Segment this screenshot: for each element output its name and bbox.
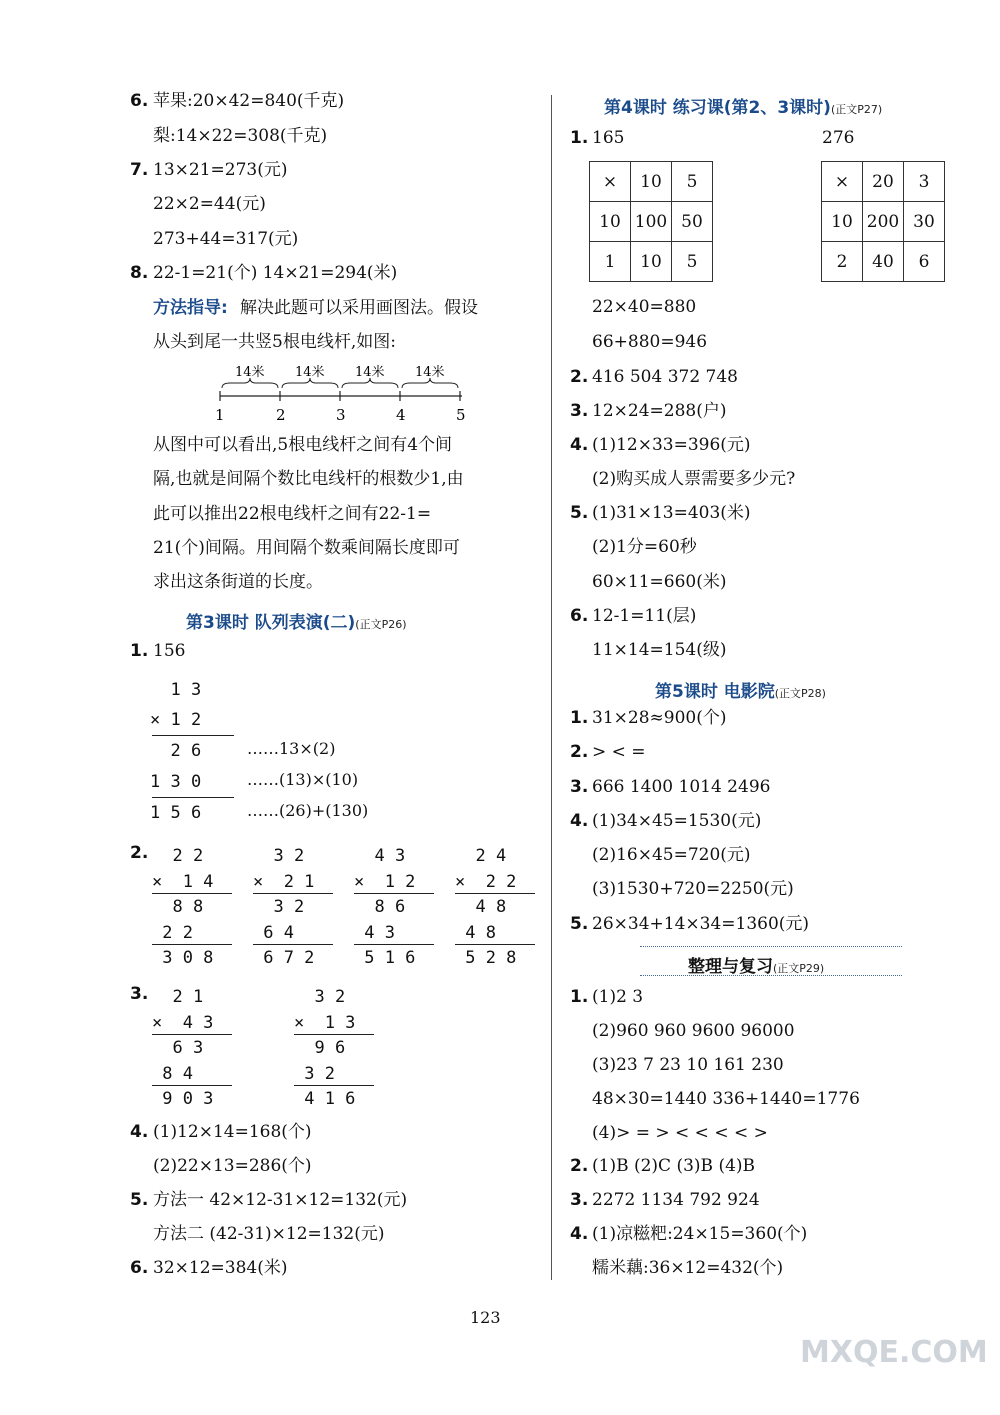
q6-number: 6. — [130, 91, 149, 111]
mult-row: 4 3 — [354, 923, 395, 943]
l5q3-line1: 666 1400 1014 2496 — [592, 777, 771, 797]
rq1-number: 1. — [570, 987, 589, 1007]
mult-rule — [294, 1085, 374, 1086]
watermark: MXQE.COM — [800, 1335, 988, 1370]
mult-row: 5 1 6 — [354, 948, 416, 968]
mult-row: 2 1 — [152, 987, 204, 1007]
explain-line2: 隔,也就是间隔个数比电线杆的根数少1,由 — [153, 469, 464, 489]
mult-row: 3 2 — [253, 897, 305, 917]
mult-rule — [294, 1034, 374, 1035]
l5q2-number: 2. — [570, 742, 589, 762]
q6-line1: 苹果:20×42=840(千克) — [153, 91, 345, 111]
lesson3-ref: (正文P26) — [355, 618, 407, 631]
method-line2: 从头到尾一共竖5根电线杆,如图: — [153, 332, 396, 352]
grid-cell: 20 — [863, 162, 904, 202]
mult-row: 8 6 — [354, 897, 406, 917]
mult-rule — [354, 944, 434, 945]
r-q4-number: 4. — [570, 435, 589, 455]
l3q6-line1: 32×12=384(米) — [153, 1258, 288, 1278]
mult-row: 4 8 — [455, 923, 496, 943]
lesson5-heading — [655, 677, 826, 702]
r-q5-line1: (1)31×13=403(米) — [592, 503, 751, 523]
grid-cell: 1 — [590, 242, 631, 282]
lesson4-ref: (正文P27) — [830, 103, 883, 116]
l5q3-number: 3. — [570, 777, 589, 797]
mult-row: 2 2 — [152, 846, 204, 866]
mult-note: ……(13)×(10) — [247, 770, 359, 789]
mult-row: × 4 3 — [152, 1013, 214, 1033]
grid-cell: 100 — [631, 202, 672, 242]
l5q4-line1: (1)34×45=1530(元) — [592, 811, 762, 831]
segment-label: 14米 — [235, 365, 265, 380]
mult-rule — [455, 893, 535, 894]
l5q5-line1: 26×34+14×34=1360(元) — [592, 914, 810, 934]
mult-row: 1 3 — [150, 680, 202, 700]
mult-row: 2 2 — [152, 923, 193, 943]
l5q5-number: 5. — [570, 914, 589, 934]
grid-cell: 5 — [672, 242, 713, 282]
mult-rule — [253, 944, 333, 945]
multiplication-grid-1 — [589, 161, 713, 282]
mult-row: 6 4 — [253, 923, 294, 943]
r-q6-line1: 12-1=11(层) — [592, 606, 697, 626]
r-q6-number: 6. — [570, 606, 589, 626]
r-q1-line2: 66+880=946 — [592, 332, 708, 352]
rq2-number: 2. — [570, 1156, 589, 1176]
mult-row: 2 4 — [455, 846, 507, 866]
r-q1-number: 1. — [570, 128, 589, 148]
rq4-line2: 糯米藕:36×12=432(个) — [592, 1258, 784, 1278]
explain-line3: 此可以推出22根电线杆之间有22-1= — [153, 504, 432, 524]
grid-cell: 5 — [672, 162, 713, 202]
q7-line2: 22×2=44(元) — [153, 194, 266, 214]
lesson5-title: 第5课时 电影院 — [655, 682, 775, 702]
mult-row: 4 3 — [354, 846, 406, 866]
grid-cell: 3 — [904, 162, 945, 202]
lesson5-ref: (正文P28) — [774, 687, 826, 700]
rq1-line2: (2)960 960 9600 96000 — [592, 1021, 795, 1041]
pole-label: 1 — [215, 406, 225, 424]
method-line1: 解决此题可以采用画图法。假设 — [240, 298, 478, 318]
mult-row: 8 8 — [152, 897, 204, 917]
l3q2-number: 2. — [130, 843, 149, 863]
rq1-line1: (1)2 3 — [592, 987, 644, 1007]
r-q5-line3: 60×11=660(米) — [592, 572, 727, 592]
grid-cell: 2 — [822, 242, 863, 282]
mult-rule — [354, 893, 434, 894]
mult-row: 6 3 — [152, 1038, 204, 1058]
pole-label: 4 — [396, 406, 406, 424]
q7-line1: 13×21=273(元) — [153, 160, 288, 180]
l5q2-line1: > < = — [592, 742, 646, 762]
rq1-line4: 48×30=1440 336+1440=1776 — [592, 1089, 860, 1109]
grid-cell: × — [822, 162, 863, 202]
q8-line1: 22-1=21(个) 14×21=294(米) — [153, 263, 398, 283]
rq1-line5: (4)> = > < < < < > — [592, 1123, 768, 1143]
l3q1-answer: 156 — [153, 641, 186, 661]
mult-row: × 2 1 — [253, 872, 315, 892]
mult-row: × 1 2 — [150, 710, 202, 730]
lesson4-heading — [604, 93, 882, 118]
mult-rule — [152, 893, 232, 894]
l5q4-line3: (3)1530+720=2250(元) — [592, 879, 794, 899]
mult-rule — [152, 944, 232, 945]
l3q4-line2: (2)22×13=286(个) — [153, 1156, 312, 1176]
explain-line4: 21(个)间隔。用间隔个数乘间隔长度即可 — [153, 538, 460, 558]
column-divider — [551, 95, 552, 1280]
r-q2-number: 2. — [570, 367, 589, 387]
r-q5-line2: (2)1分=60秒 — [592, 537, 697, 557]
review-rule-top — [640, 946, 902, 947]
rq4-line1: (1)凉糍粑:24×15=360(个) — [592, 1224, 808, 1244]
mult-row: 1 3 0 — [150, 772, 202, 792]
q7-line3: 273+44=317(元) — [153, 229, 299, 249]
mult-row: 4 1 6 — [294, 1089, 356, 1109]
r-q4-line1: (1)12×33=396(元) — [592, 435, 751, 455]
multiplication-grid-2 — [821, 161, 945, 282]
l3q4-line1: (1)12×14=168(个) — [153, 1122, 312, 1142]
mult-rule — [152, 1085, 232, 1086]
l5q1-number: 1. — [570, 708, 589, 728]
mult-row: 9 0 3 — [152, 1089, 214, 1109]
r-q3-number: 3. — [570, 401, 589, 421]
mult-row: 1 5 6 — [150, 803, 202, 823]
grid-cell: 200 — [863, 202, 904, 242]
method-label: 方法指导: — [153, 298, 228, 318]
rq3-line1: 2272 1134 792 924 — [592, 1190, 760, 1210]
lesson3-heading — [186, 608, 407, 633]
mult-rule — [152, 1034, 232, 1035]
l5q4-line2: (2)16×45=720(元) — [592, 845, 751, 865]
explain-line5: 求出这条街道的长度。 — [153, 572, 323, 592]
mult-rule — [253, 893, 333, 894]
mult-row: 3 2 — [294, 1064, 335, 1084]
mult-row: 5 2 8 — [455, 948, 517, 968]
mult-row: 3 0 8 — [152, 948, 214, 968]
grid-cell: × — [590, 162, 631, 202]
q6-line2: 梨:14×22=308(千克) — [153, 126, 328, 146]
grid-cell: 40 — [863, 242, 904, 282]
l3q6-number: 6. — [130, 1258, 149, 1278]
segment-label: 14米 — [295, 365, 325, 380]
rq1-line3: (3)23 7 23 10 161 230 — [592, 1055, 784, 1075]
grid-cell: 50 — [672, 202, 713, 242]
mult-rule — [455, 944, 535, 945]
mult-row: × 1 4 — [152, 872, 214, 892]
review-heading — [688, 952, 824, 977]
r-q4-line2: (2)购买成人票需要多少元? — [592, 469, 796, 489]
mult-row: × 1 2 — [354, 872, 416, 892]
mult-note: ……13×(2) — [247, 739, 336, 758]
lesson3-title: 第3课时 队列表演(二) — [186, 613, 356, 633]
explain-line1: 从图中可以看出,5根电线杆之间有4个间 — [153, 435, 453, 455]
page-number: 123 — [470, 1308, 501, 1327]
rq2-line1: (1)B (2)C (3)B (4)B — [592, 1156, 756, 1176]
l3q4-number: 4. — [130, 1122, 149, 1142]
r-q5-number: 5. — [570, 503, 589, 523]
r-q1-b: 276 — [822, 128, 855, 148]
pole-label: 3 — [336, 406, 346, 424]
segment-label: 14米 — [355, 365, 385, 380]
grid-cell: 6 — [904, 242, 945, 282]
l3q5-line1: 方法一 42×12-31×12=132(元) — [153, 1190, 408, 1210]
mult-row: 6 7 2 — [253, 948, 315, 968]
q7-number: 7. — [130, 160, 149, 180]
l3q1-number: 1. — [130, 641, 149, 661]
rq3-number: 3. — [570, 1190, 589, 1210]
l5q1-line1: 31×28≈900(个) — [592, 708, 727, 728]
mult-row: 2 6 — [150, 741, 202, 761]
mult-row: 8 4 — [152, 1064, 193, 1084]
l5q4-number: 4. — [570, 811, 589, 831]
grid-cell: 10 — [631, 242, 672, 282]
mult-row: 4 8 — [455, 897, 507, 917]
r-q3-line1: 12×24=288(户) — [592, 401, 727, 421]
segment-label: 14米 — [415, 365, 445, 380]
mult-note: ……(26)+(130) — [247, 801, 369, 820]
grid-cell: 30 — [904, 202, 945, 242]
pole-diagram — [210, 364, 480, 424]
mult-row: × 1 3 — [294, 1013, 356, 1033]
grid-cell: 10 — [822, 202, 863, 242]
grid-cell: 10 — [590, 202, 631, 242]
review-rule-bottom — [640, 975, 902, 976]
review-title: 整理与复习 — [688, 957, 773, 977]
l3q5-number: 5. — [130, 1190, 149, 1210]
r-q2-line1: 416 504 372 748 — [592, 367, 739, 387]
r-q6-line2: 11×14=154(级) — [592, 640, 727, 660]
r-q1-line1: 22×40=880 — [592, 297, 697, 317]
mult-row: 3 2 — [253, 846, 305, 866]
lesson4-title: 第4课时 练习课(第2、3课时) — [604, 98, 831, 118]
rq4-number: 4. — [570, 1224, 589, 1244]
r-q1-a: 165 — [592, 128, 625, 148]
grid-cell: 10 — [631, 162, 672, 202]
mult-row: × 2 2 — [455, 872, 517, 892]
mult-row: 3 2 — [294, 987, 346, 1007]
pole-label: 2 — [276, 406, 286, 424]
review-ref: (正文P29) — [773, 962, 825, 975]
mult-row: 9 6 — [294, 1038, 346, 1058]
pole-label: 5 — [456, 406, 466, 424]
l3q3-number: 3. — [130, 984, 149, 1004]
q8-number: 8. — [130, 263, 149, 283]
l3q5-line2: 方法二 (42-31)×12=132(元) — [153, 1224, 385, 1244]
